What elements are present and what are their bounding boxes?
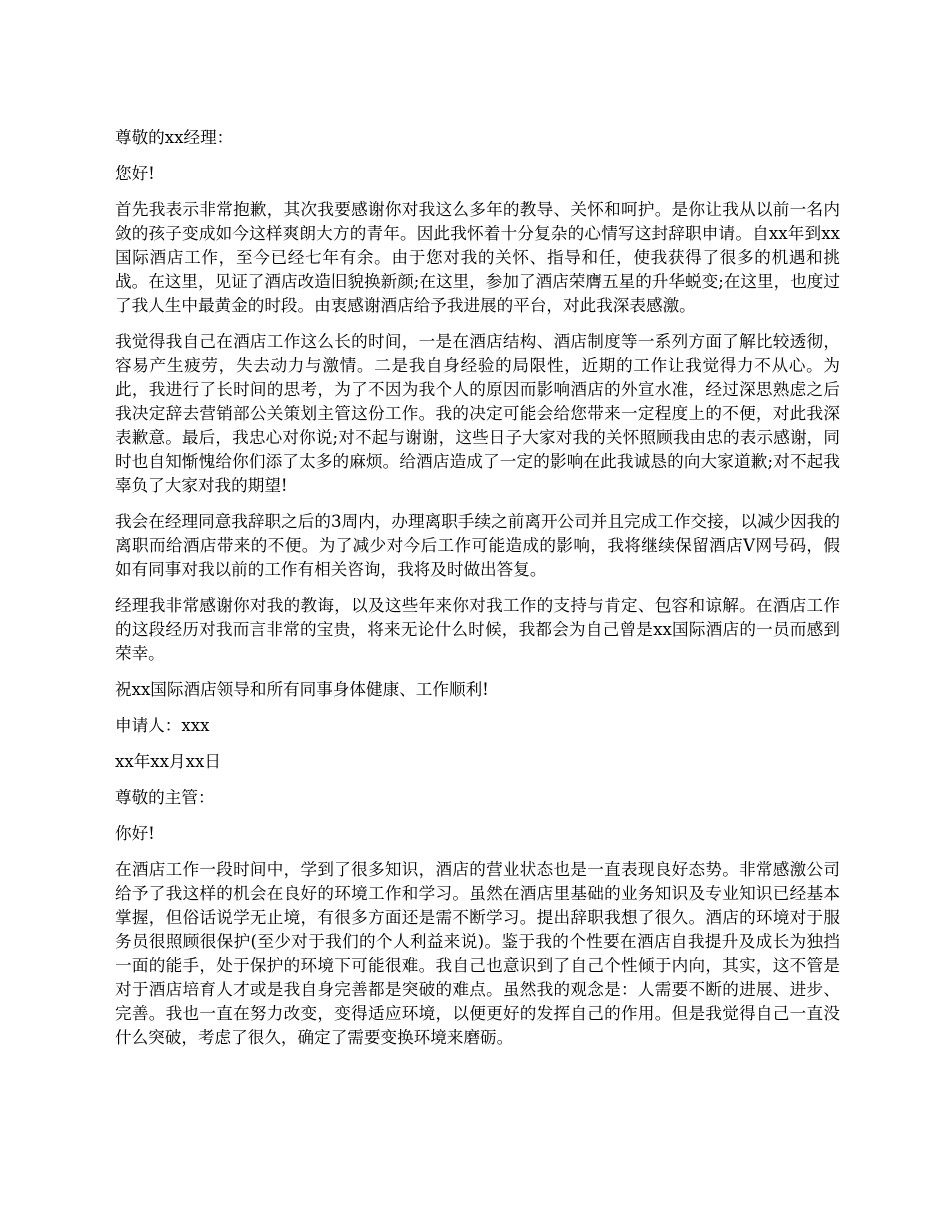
letter1-applicant: 申请人：xxx <box>115 716 210 735</box>
letter1-salutation: 尊敬的xx经理： <box>115 128 234 147</box>
letter2-greeting: 你好! <box>115 824 155 843</box>
letter1-paragraph-4: 经理我非常感谢你对我的教诲，以及这些年来你对我工作的支持与肯定、包容和谅解。在酒店工作的这段经历对我而言非常的宝贵，将来无论什么时候，我都会为自己曾是xx国际酒店的一员而感到荣幸。 <box>115 596 840 663</box>
letter1-paragraph-2: 我觉得我自己在酒店工作这么长的时间，一是在酒店结构、酒店制度等一系列方面了解比较透彻，容易产生疲劳，失去动力与激情。二是我自身经验的局限性，近期的工作让我觉得力不从心。为此，我进行了长时间的思考，为了不因为我个人的原因而影响酒店的外宣水准，经过深思熟虑之后我决定辞去营销部公关策划主管这份工作。我的决定可能会给您带来一定程度上的不便，对此我深表歉意。最后，我忠心对你说;对不起与谢谢，这些日子大家对我的关怀照顾我由忠的表示感谢，同时也自知惭愧给你们添了太多的麻烦。给酒店造成了一定的影响在此我诚恳的向大家道歉;对不起我辜负了大家对我的期望! <box>115 332 840 495</box>
letter2-salutation: 尊敬的主管： <box>115 788 215 807</box>
letter1-date: xx年xx月xx日 <box>115 752 221 771</box>
letter2-paragraph-1: 在酒店工作一段时间中，学到了很多知识，酒店的营业状态也是一直表现良好态势。非常感激公司给予了我这样的机会在良好的环境工作和学习。虽然在酒店里基础的业务知识及专业知识已经基本掌握，但俗话说学无止境，有很多方面还是需不断学习。提出辞职我想了很久。酒店的环境对于服务员很照顾很保护(至少对于我们的个人利益来说)。鉴于我的个性要在酒店自我提升及成长为独挡一面的能手，处于保护的环境下可能很难。我自己也意识到了自己个性倾于内向，其实，这不管是对于酒店培育人才或是我自身完善都是突破的难点。虽然我的观念是：人需要不断的进展、进步、完善。我也一直在努力改变，变得适应环境，以便更好的发挥自己的作用。但是我觉得自己一直没什么突破，考虑了很久，确定了需要变换环境来磨砺。 <box>115 860 840 1047</box>
letter1-closing: 祝xx国际酒店领导和所有同事身体健康、工作顺利! <box>115 680 489 699</box>
letter1-greeting: 您好! <box>115 164 155 183</box>
letter1-paragraph-1: 首先我表示非常抱歉，其次我要感谢你对我这么多年的教导、关怀和呵护。是你让我从以前一名内敛的孩子变成如今这样爽朗大方的青年。因此我怀着十分复杂的心情写这封辞职申请。自xx年到xx国际酒店工作，至今已经七年有余。由于您对我的关怀、指导和任，使我获得了很多的机遇和挑战。在这里，见证了酒店改造旧貌换新颜;在这里，参加了酒店荣膺五星的升华蜕变;在这里，也度过了我人生中最黄金的时段。由衷感谢酒店给予我进展的平台，对此我深表感激。 <box>115 200 840 315</box>
document-page <box>115 126 840 1062</box>
letter1-paragraph-3: 我会在经理同意我辞职之后的3周内，办理离职手续之前离开公司并且完成工作交接，以减少因我的离职而给酒店带来的不便。为了减少对今后工作可能造成的影响，我将继续保留酒店V网号码，假如有同事对我以前的工作有相关咨询，我将及时做出答复。 <box>115 512 840 579</box>
